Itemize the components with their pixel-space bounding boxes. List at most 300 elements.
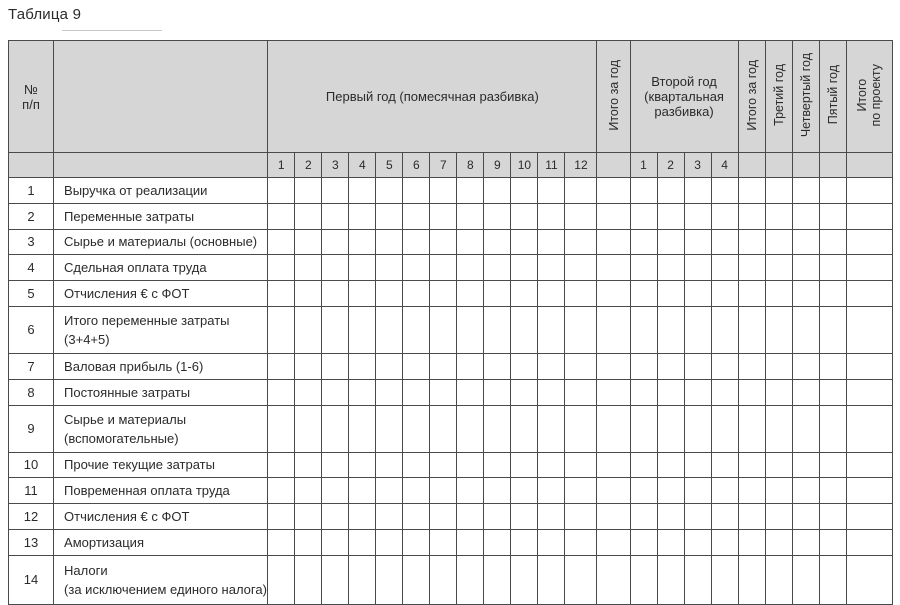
- value-cell[interactable]: [630, 555, 657, 604]
- value-cell[interactable]: [565, 452, 597, 478]
- value-cell[interactable]: [792, 452, 819, 478]
- value-cell[interactable]: [711, 255, 738, 281]
- value-cell[interactable]: [597, 555, 630, 604]
- value-cell[interactable]: [295, 405, 322, 452]
- value-cell[interactable]: [819, 529, 846, 555]
- value-cell[interactable]: [765, 353, 792, 379]
- value-cell[interactable]: [819, 555, 846, 604]
- value-cell[interactable]: [376, 255, 403, 281]
- value-cell[interactable]: [484, 203, 511, 229]
- value-cell[interactable]: [819, 405, 846, 452]
- value-cell[interactable]: [430, 555, 457, 604]
- value-cell[interactable]: [565, 555, 597, 604]
- value-cell[interactable]: [484, 379, 511, 405]
- value-cell[interactable]: [711, 529, 738, 555]
- value-cell[interactable]: [765, 306, 792, 353]
- value-cell[interactable]: [819, 504, 846, 530]
- value-cell[interactable]: [711, 229, 738, 255]
- value-cell[interactable]: [376, 529, 403, 555]
- value-cell[interactable]: [295, 203, 322, 229]
- value-cell[interactable]: [376, 478, 403, 504]
- value-cell[interactable]: [511, 178, 538, 204]
- value-cell[interactable]: [268, 229, 295, 255]
- value-cell[interactable]: [657, 281, 684, 307]
- value-cell[interactable]: [403, 379, 430, 405]
- value-cell[interactable]: [295, 452, 322, 478]
- value-cell[interactable]: [565, 255, 597, 281]
- value-cell[interactable]: [457, 405, 484, 452]
- value-cell[interactable]: [738, 379, 765, 405]
- value-cell[interactable]: [430, 281, 457, 307]
- value-cell[interactable]: [376, 504, 403, 530]
- value-cell[interactable]: [349, 203, 376, 229]
- value-cell[interactable]: [322, 405, 349, 452]
- value-cell[interactable]: [846, 203, 892, 229]
- value-cell[interactable]: [538, 452, 565, 478]
- value-cell[interactable]: [711, 281, 738, 307]
- value-cell[interactable]: [484, 529, 511, 555]
- value-cell[interactable]: [657, 504, 684, 530]
- value-cell[interactable]: [538, 379, 565, 405]
- value-cell[interactable]: [684, 229, 711, 255]
- value-cell[interactable]: [792, 405, 819, 452]
- value-cell[interactable]: [376, 353, 403, 379]
- value-cell[interactable]: [457, 504, 484, 530]
- value-cell[interactable]: [846, 255, 892, 281]
- value-cell[interactable]: [538, 504, 565, 530]
- value-cell[interactable]: [565, 353, 597, 379]
- value-cell[interactable]: [657, 353, 684, 379]
- value-cell[interactable]: [765, 229, 792, 255]
- value-cell[interactable]: [322, 353, 349, 379]
- value-cell[interactable]: [738, 405, 765, 452]
- value-cell[interactable]: [349, 178, 376, 204]
- value-cell[interactable]: [597, 229, 630, 255]
- value-cell[interactable]: [597, 306, 630, 353]
- value-cell[interactable]: [349, 478, 376, 504]
- value-cell[interactable]: [484, 478, 511, 504]
- value-cell[interactable]: [538, 255, 565, 281]
- value-cell[interactable]: [403, 555, 430, 604]
- value-cell[interactable]: [538, 178, 565, 204]
- value-cell[interactable]: [511, 255, 538, 281]
- value-cell[interactable]: [430, 452, 457, 478]
- value-cell[interactable]: [819, 281, 846, 307]
- value-cell[interactable]: [846, 452, 892, 478]
- value-cell[interactable]: [597, 255, 630, 281]
- value-cell[interactable]: [484, 452, 511, 478]
- value-cell[interactable]: [457, 281, 484, 307]
- value-cell[interactable]: [457, 379, 484, 405]
- value-cell[interactable]: [738, 555, 765, 604]
- value-cell[interactable]: [630, 229, 657, 255]
- value-cell[interactable]: [765, 405, 792, 452]
- value-cell[interactable]: [403, 353, 430, 379]
- value-cell[interactable]: [819, 203, 846, 229]
- value-cell[interactable]: [268, 203, 295, 229]
- value-cell[interactable]: [349, 229, 376, 255]
- value-cell[interactable]: [630, 478, 657, 504]
- value-cell[interactable]: [565, 379, 597, 405]
- value-cell[interactable]: [268, 306, 295, 353]
- value-cell[interactable]: [738, 203, 765, 229]
- value-cell[interactable]: [430, 255, 457, 281]
- value-cell[interactable]: [684, 203, 711, 229]
- value-cell[interactable]: [565, 178, 597, 204]
- value-cell[interactable]: [657, 452, 684, 478]
- value-cell[interactable]: [430, 504, 457, 530]
- value-cell[interactable]: [846, 504, 892, 530]
- value-cell[interactable]: [430, 353, 457, 379]
- value-cell[interactable]: [684, 452, 711, 478]
- value-cell[interactable]: [349, 555, 376, 604]
- value-cell[interactable]: [511, 229, 538, 255]
- value-cell[interactable]: [430, 478, 457, 504]
- value-cell[interactable]: [565, 478, 597, 504]
- value-cell[interactable]: [403, 478, 430, 504]
- value-cell[interactable]: [295, 529, 322, 555]
- value-cell[interactable]: [684, 478, 711, 504]
- value-cell[interactable]: [430, 203, 457, 229]
- value-cell[interactable]: [268, 178, 295, 204]
- value-cell[interactable]: [511, 555, 538, 604]
- value-cell[interactable]: [846, 178, 892, 204]
- value-cell[interactable]: [403, 452, 430, 478]
- value-cell[interactable]: [819, 379, 846, 405]
- value-cell[interactable]: [430, 529, 457, 555]
- value-cell[interactable]: [657, 255, 684, 281]
- value-cell[interactable]: [565, 229, 597, 255]
- value-cell[interactable]: [322, 478, 349, 504]
- value-cell[interactable]: [684, 178, 711, 204]
- value-cell[interactable]: [538, 529, 565, 555]
- value-cell[interactable]: [322, 452, 349, 478]
- value-cell[interactable]: [511, 203, 538, 229]
- value-cell[interactable]: [511, 478, 538, 504]
- value-cell[interactable]: [711, 555, 738, 604]
- value-cell[interactable]: [349, 353, 376, 379]
- value-cell[interactable]: [846, 281, 892, 307]
- value-cell[interactable]: [738, 281, 765, 307]
- value-cell[interactable]: [376, 178, 403, 204]
- value-cell[interactable]: [268, 281, 295, 307]
- value-cell[interactable]: [684, 555, 711, 604]
- value-cell[interactable]: [484, 555, 511, 604]
- value-cell[interactable]: [457, 452, 484, 478]
- value-cell[interactable]: [268, 529, 295, 555]
- value-cell[interactable]: [511, 452, 538, 478]
- value-cell[interactable]: [792, 255, 819, 281]
- value-cell[interactable]: [430, 405, 457, 452]
- value-cell[interactable]: [792, 306, 819, 353]
- value-cell[interactable]: [765, 555, 792, 604]
- value-cell[interactable]: [349, 504, 376, 530]
- value-cell[interactable]: [765, 478, 792, 504]
- value-cell[interactable]: [511, 529, 538, 555]
- value-cell[interactable]: [322, 229, 349, 255]
- value-cell[interactable]: [711, 504, 738, 530]
- value-cell[interactable]: [819, 255, 846, 281]
- value-cell[interactable]: [765, 203, 792, 229]
- value-cell[interactable]: [792, 178, 819, 204]
- value-cell[interactable]: [630, 203, 657, 229]
- value-cell[interactable]: [538, 281, 565, 307]
- value-cell[interactable]: [819, 178, 846, 204]
- value-cell[interactable]: [403, 229, 430, 255]
- value-cell[interactable]: [738, 255, 765, 281]
- value-cell[interactable]: [484, 178, 511, 204]
- value-cell[interactable]: [597, 178, 630, 204]
- value-cell[interactable]: [268, 555, 295, 604]
- value-cell[interactable]: [295, 353, 322, 379]
- value-cell[interactable]: [738, 306, 765, 353]
- value-cell[interactable]: [295, 555, 322, 604]
- value-cell[interactable]: [711, 353, 738, 379]
- value-cell[interactable]: [295, 229, 322, 255]
- value-cell[interactable]: [657, 203, 684, 229]
- value-cell[interactable]: [765, 529, 792, 555]
- value-cell[interactable]: [376, 405, 403, 452]
- value-cell[interactable]: [792, 281, 819, 307]
- value-cell[interactable]: [630, 504, 657, 530]
- value-cell[interactable]: [349, 529, 376, 555]
- value-cell[interactable]: [792, 478, 819, 504]
- value-cell[interactable]: [268, 255, 295, 281]
- value-cell[interactable]: [711, 178, 738, 204]
- value-cell[interactable]: [684, 353, 711, 379]
- value-cell[interactable]: [684, 504, 711, 530]
- value-cell[interactable]: [349, 281, 376, 307]
- value-cell[interactable]: [738, 529, 765, 555]
- value-cell[interactable]: [538, 405, 565, 452]
- value-cell[interactable]: [376, 229, 403, 255]
- value-cell[interactable]: [403, 306, 430, 353]
- value-cell[interactable]: [268, 379, 295, 405]
- value-cell[interactable]: [819, 229, 846, 255]
- value-cell[interactable]: [511, 405, 538, 452]
- value-cell[interactable]: [657, 379, 684, 405]
- value-cell[interactable]: [511, 504, 538, 530]
- value-cell[interactable]: [630, 353, 657, 379]
- value-cell[interactable]: [765, 255, 792, 281]
- value-cell[interactable]: [630, 452, 657, 478]
- value-cell[interactable]: [657, 529, 684, 555]
- value-cell[interactable]: [738, 504, 765, 530]
- value-cell[interactable]: [657, 229, 684, 255]
- value-cell[interactable]: [630, 379, 657, 405]
- value-cell[interactable]: [597, 529, 630, 555]
- value-cell[interactable]: [403, 281, 430, 307]
- value-cell[interactable]: [630, 255, 657, 281]
- value-cell[interactable]: [295, 306, 322, 353]
- value-cell[interactable]: [457, 353, 484, 379]
- value-cell[interactable]: [376, 555, 403, 604]
- value-cell[interactable]: [819, 353, 846, 379]
- value-cell[interactable]: [322, 255, 349, 281]
- value-cell[interactable]: [684, 281, 711, 307]
- value-cell[interactable]: [457, 306, 484, 353]
- value-cell[interactable]: [846, 229, 892, 255]
- value-cell[interactable]: [597, 452, 630, 478]
- value-cell[interactable]: [630, 529, 657, 555]
- value-cell[interactable]: [792, 504, 819, 530]
- value-cell[interactable]: [268, 405, 295, 452]
- value-cell[interactable]: [657, 178, 684, 204]
- value-cell[interactable]: [565, 281, 597, 307]
- value-cell[interactable]: [684, 255, 711, 281]
- value-cell[interactable]: [765, 379, 792, 405]
- value-cell[interactable]: [322, 504, 349, 530]
- value-cell[interactable]: [597, 379, 630, 405]
- value-cell[interactable]: [846, 478, 892, 504]
- value-cell[interactable]: [376, 306, 403, 353]
- value-cell[interactable]: [538, 203, 565, 229]
- value-cell[interactable]: [565, 405, 597, 452]
- value-cell[interactable]: [538, 478, 565, 504]
- value-cell[interactable]: [684, 405, 711, 452]
- value-cell[interactable]: [792, 229, 819, 255]
- value-cell[interactable]: [819, 478, 846, 504]
- value-cell[interactable]: [403, 529, 430, 555]
- value-cell[interactable]: [430, 178, 457, 204]
- value-cell[interactable]: [630, 405, 657, 452]
- value-cell[interactable]: [597, 281, 630, 307]
- value-cell[interactable]: [684, 529, 711, 555]
- value-cell[interactable]: [295, 255, 322, 281]
- value-cell[interactable]: [711, 478, 738, 504]
- value-cell[interactable]: [457, 255, 484, 281]
- value-cell[interactable]: [376, 452, 403, 478]
- value-cell[interactable]: [457, 478, 484, 504]
- value-cell[interactable]: [846, 555, 892, 604]
- value-cell[interactable]: [738, 478, 765, 504]
- value-cell[interactable]: [349, 306, 376, 353]
- value-cell[interactable]: [538, 306, 565, 353]
- value-cell[interactable]: [630, 178, 657, 204]
- value-cell[interactable]: [846, 405, 892, 452]
- value-cell[interactable]: [349, 452, 376, 478]
- value-cell[interactable]: [430, 379, 457, 405]
- value-cell[interactable]: [430, 229, 457, 255]
- value-cell[interactable]: [597, 405, 630, 452]
- value-cell[interactable]: [457, 178, 484, 204]
- value-cell[interactable]: [765, 504, 792, 530]
- value-cell[interactable]: [322, 529, 349, 555]
- value-cell[interactable]: [403, 405, 430, 452]
- value-cell[interactable]: [738, 452, 765, 478]
- value-cell[interactable]: [484, 306, 511, 353]
- value-cell[interactable]: [403, 203, 430, 229]
- value-cell[interactable]: [511, 353, 538, 379]
- value-cell[interactable]: [484, 229, 511, 255]
- value-cell[interactable]: [538, 555, 565, 604]
- value-cell[interactable]: [765, 178, 792, 204]
- value-cell[interactable]: [511, 379, 538, 405]
- value-cell[interactable]: [630, 281, 657, 307]
- value-cell[interactable]: [484, 405, 511, 452]
- value-cell[interactable]: [565, 504, 597, 530]
- value-cell[interactable]: [511, 281, 538, 307]
- value-cell[interactable]: [819, 306, 846, 353]
- value-cell[interactable]: [376, 203, 403, 229]
- value-cell[interactable]: [738, 353, 765, 379]
- value-cell[interactable]: [657, 405, 684, 452]
- value-cell[interactable]: [846, 353, 892, 379]
- value-cell[interactable]: [792, 555, 819, 604]
- value-cell[interactable]: [268, 452, 295, 478]
- value-cell[interactable]: [792, 203, 819, 229]
- value-cell[interactable]: [322, 379, 349, 405]
- value-cell[interactable]: [322, 306, 349, 353]
- value-cell[interactable]: [376, 379, 403, 405]
- value-cell[interactable]: [484, 504, 511, 530]
- value-cell[interactable]: [322, 178, 349, 204]
- value-cell[interactable]: [684, 379, 711, 405]
- value-cell[interactable]: [597, 504, 630, 530]
- value-cell[interactable]: [711, 379, 738, 405]
- value-cell[interactable]: [792, 353, 819, 379]
- value-cell[interactable]: [484, 255, 511, 281]
- value-cell[interactable]: [538, 353, 565, 379]
- value-cell[interactable]: [792, 379, 819, 405]
- value-cell[interactable]: [597, 203, 630, 229]
- value-cell[interactable]: [819, 452, 846, 478]
- value-cell[interactable]: [711, 405, 738, 452]
- value-cell[interactable]: [295, 178, 322, 204]
- value-cell[interactable]: [565, 529, 597, 555]
- value-cell[interactable]: [597, 478, 630, 504]
- value-cell[interactable]: [457, 529, 484, 555]
- value-cell[interactable]: [349, 405, 376, 452]
- value-cell[interactable]: [349, 255, 376, 281]
- value-cell[interactable]: [322, 281, 349, 307]
- value-cell[interactable]: [684, 306, 711, 353]
- value-cell[interactable]: [846, 379, 892, 405]
- value-cell[interactable]: [322, 203, 349, 229]
- value-cell[interactable]: [349, 379, 376, 405]
- value-cell[interactable]: [295, 504, 322, 530]
- value-cell[interactable]: [295, 379, 322, 405]
- value-cell[interactable]: [484, 281, 511, 307]
- value-cell[interactable]: [457, 555, 484, 604]
- value-cell[interactable]: [765, 452, 792, 478]
- value-cell[interactable]: [765, 281, 792, 307]
- value-cell[interactable]: [268, 478, 295, 504]
- value-cell[interactable]: [738, 178, 765, 204]
- value-cell[interactable]: [738, 229, 765, 255]
- value-cell[interactable]: [457, 203, 484, 229]
- value-cell[interactable]: [511, 306, 538, 353]
- value-cell[interactable]: [597, 353, 630, 379]
- value-cell[interactable]: [565, 306, 597, 353]
- value-cell[interactable]: [403, 178, 430, 204]
- value-cell[interactable]: [711, 203, 738, 229]
- value-cell[interactable]: [268, 504, 295, 530]
- value-cell[interactable]: [403, 255, 430, 281]
- value-cell[interactable]: [457, 229, 484, 255]
- value-cell[interactable]: [657, 306, 684, 353]
- value-cell[interactable]: [657, 555, 684, 604]
- value-cell[interactable]: [376, 281, 403, 307]
- value-cell[interactable]: [403, 504, 430, 530]
- value-cell[interactable]: [846, 529, 892, 555]
- value-cell[interactable]: [792, 529, 819, 555]
- value-cell[interactable]: [538, 229, 565, 255]
- value-cell[interactable]: [295, 281, 322, 307]
- value-cell[interactable]: [630, 306, 657, 353]
- value-cell[interactable]: [430, 306, 457, 353]
- value-cell[interactable]: [322, 555, 349, 604]
